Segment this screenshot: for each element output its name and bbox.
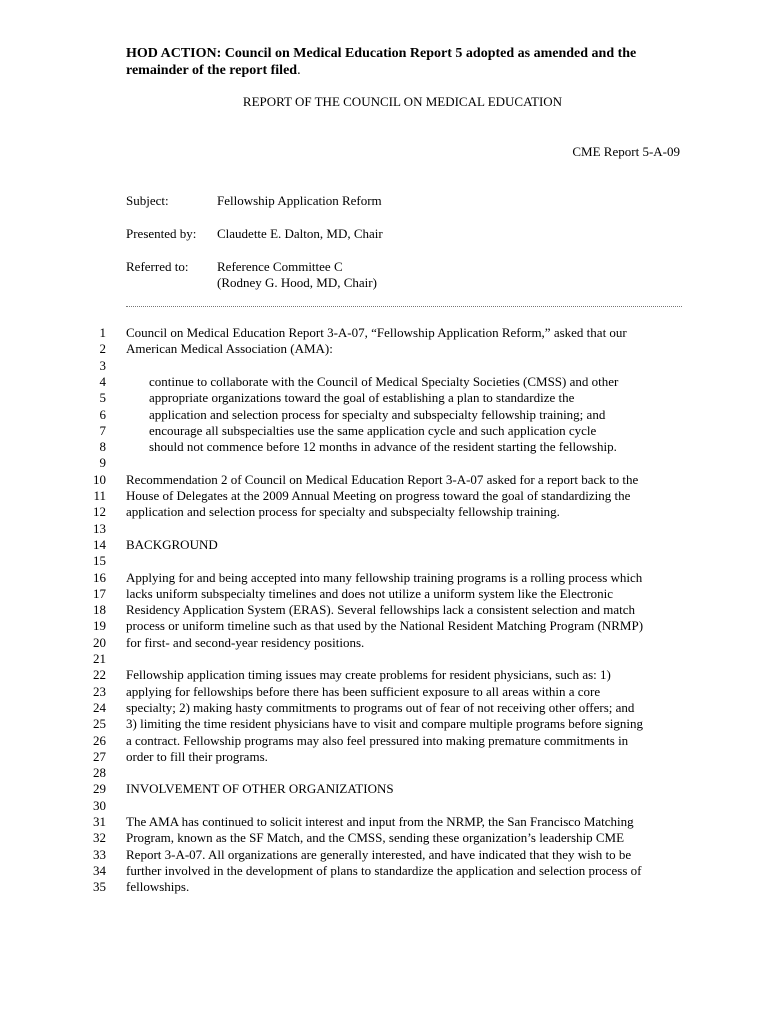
line-number: 32 (93, 830, 106, 846)
subject-label: Subject: (126, 193, 169, 208)
line-number: 26 (93, 732, 106, 748)
line-number: 22 (93, 667, 106, 683)
body-line: INVOLVEMENT OF OTHER ORGANIZATIONS (126, 781, 394, 797)
line-number: 14 (93, 536, 106, 552)
body-line: should not commence before 12 months in advance of the resident starting the fellowship. (149, 439, 617, 455)
line-number: 33 (93, 846, 106, 862)
line-number: 13 (93, 520, 106, 536)
body-line: lacks uniform subspecialty timelines and does not utilize a uniform system like the Electronic (126, 585, 614, 601)
body-line: BACKGROUND (126, 536, 218, 552)
line-number: 21 (93, 651, 106, 666)
line-number: 27 (93, 748, 106, 764)
line-number: 8 (99, 439, 106, 455)
line-number: 1 (99, 325, 106, 340)
hod-action-line-2-bold: remainder of the report filed (126, 63, 298, 78)
body-line: American Medical Association (AMA): (126, 341, 333, 357)
line-number: 18 (93, 602, 106, 618)
line-number: 25 (93, 716, 106, 732)
body-line: Program, known as the SF Match, and the CMSS, sending these organization’s leadership CME (126, 830, 625, 846)
report-id: CME Report 5-A-09 (572, 144, 680, 159)
hod-action-line-2 (126, 62, 686, 79)
line-number: 28 (93, 765, 106, 781)
line-number: 20 (93, 634, 106, 650)
body-line: appropriate organizations toward the goal of establishing a plan to standardize the (149, 390, 575, 406)
body-line: 3) limiting the time resident physicians have to visit and compare multiple programs before signing (126, 716, 643, 732)
body-line: order to fill their programs. (126, 748, 268, 764)
line-number: 19 (93, 618, 106, 634)
body-line: House of Delegates at the 2009 Annual Meeting on progress toward the goal of standardizing the (126, 488, 631, 503)
presented-by-label: Presented by: (126, 226, 197, 241)
body-line: Applying for and being accepted into many fellowship training programs is a rolling process which (126, 569, 643, 585)
hod-action-note (126, 45, 686, 79)
line-number: 5 (99, 390, 106, 406)
line-number: 34 (93, 862, 106, 878)
report-title: REPORT OF THE COUNCIL ON MEDICAL EDUCATION (242, 94, 563, 109)
line-number: 2 (99, 341, 106, 357)
body-line: fellowships. (126, 879, 190, 895)
body-line: Residency Application System (ERAS). Several fellowships lack a consistent selection and match (126, 602, 636, 618)
line-number: 4 (99, 373, 106, 389)
line-number: 15 (93, 553, 106, 569)
line-number: 23 (93, 683, 106, 699)
body-line: applying for fellowships before there has been sufficient exposure to all areas within a core (126, 683, 601, 699)
body-line: Fellowship application timing issues may create problems for resident physicians, such as: 1) (126, 667, 611, 683)
line-number: 24 (93, 699, 106, 715)
body-line: Council on Medical Education Report 3-A-07, “Fellowship Application Reform,” asked that our (126, 325, 627, 340)
body-line: a contract. Fellowship programs may also feel pressured into making premature commitments in (126, 732, 629, 748)
body-line: further involved in the development of plans to standardize the application and selection process of (126, 862, 642, 878)
line-number: 10 (93, 471, 106, 487)
line-number: 16 (93, 569, 106, 585)
subject-value: Fellowship Application Reform (217, 193, 382, 208)
hod-action-line-2-period: . (297, 63, 301, 78)
line-number: 3 (99, 357, 106, 373)
line-number: 30 (93, 797, 106, 813)
line-number: 29 (93, 781, 106, 797)
body-line: for first- and second-year residency positions. (126, 634, 365, 650)
line-number: 7 (99, 422, 106, 438)
body-line: process or uniform timeline such as that used by the National Resident Matching Program (NRMP) (126, 618, 644, 634)
referred-to-label: Referred to: (126, 259, 189, 274)
line-number: 9 (99, 455, 106, 471)
line-number: 35 (93, 879, 106, 895)
body-line: encourage all subspecialties use the same application cycle and such application cycle (149, 422, 597, 438)
header-divider (126, 306, 682, 307)
line-number: 12 (93, 504, 106, 520)
body-line: specialty; 2) making hasty commitments to programs out of fear of not receiving other offers; and (126, 699, 635, 715)
body-line: Recommendation 2 of Council on Medical Education Report 3-A-07 asked for a report back to the (126, 471, 639, 487)
referred-to-value-2: (Rodney G. Hood, MD, Chair) (217, 275, 377, 290)
line-number: 6 (99, 406, 106, 422)
body-line: application and selection process for specialty and subspecialty fellowship training; and (149, 406, 606, 422)
referred-to-value-1: Reference Committee C (217, 259, 343, 274)
body-line: The AMA has continued to solicit interest and input from the NRMP, the San Francisco Matching (126, 814, 634, 829)
line-number: 31 (93, 814, 106, 829)
hod-action-line-1: HOD ACTION: Council on Medical Education Report 5 adopted as amended and the (126, 46, 637, 61)
presented-by-value: Claudette E. Dalton, MD, Chair (217, 226, 383, 241)
line-number: 11 (93, 488, 106, 503)
body-line: continue to collaborate with the Council of Medical Specialty Societies (CMSS) and other (149, 373, 619, 389)
body-line: application and selection process for specialty and subspecialty fellowship training. (126, 504, 560, 520)
body-line: Report 3-A-07. All organizations are generally interested, and have indicated that they wish to be (126, 846, 632, 862)
line-number: 17 (93, 585, 106, 601)
